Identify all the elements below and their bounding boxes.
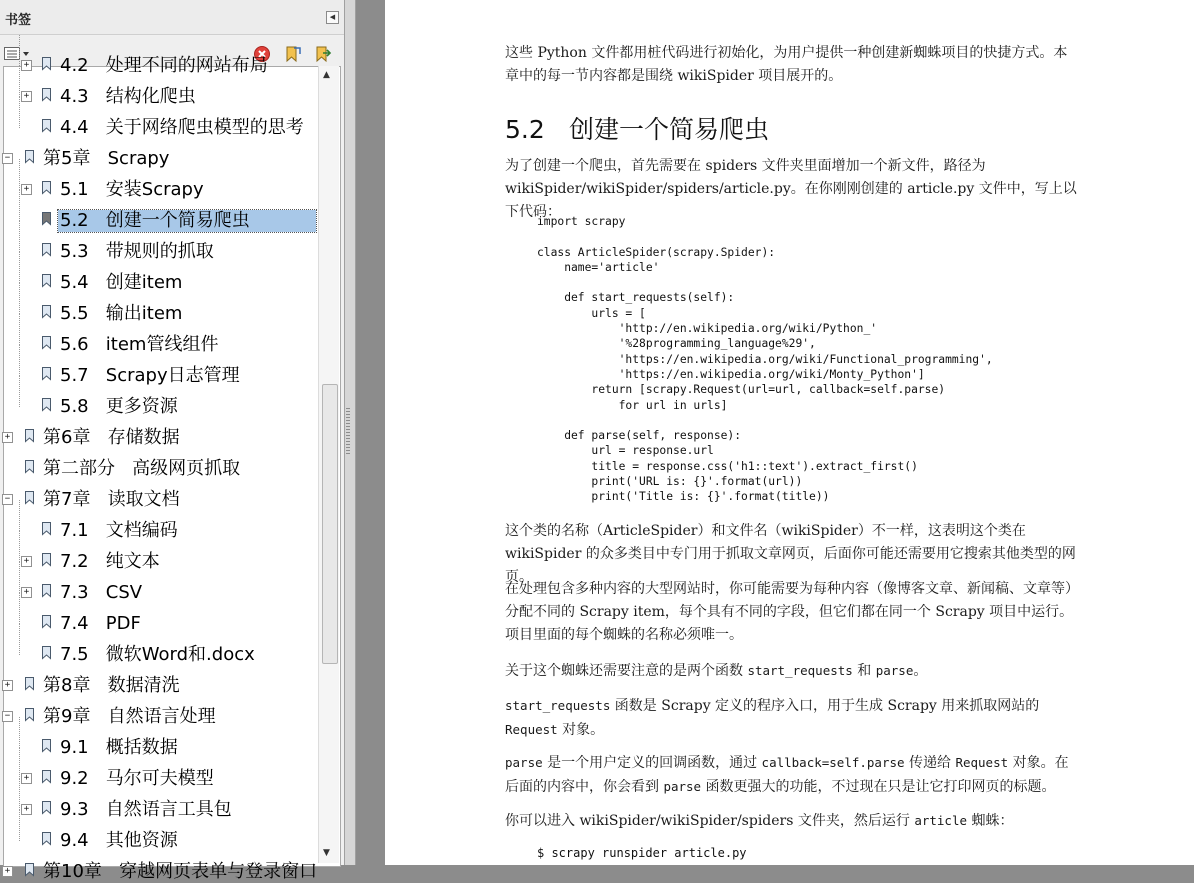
collapse-node-icon[interactable]: − [2, 711, 13, 722]
tree-guide-line [19, 97, 20, 128]
bookmark-icon [42, 584, 51, 597]
bookmark-icon [25, 863, 34, 876]
tree-guide-line [19, 314, 20, 345]
expand-node-icon[interactable]: + [2, 680, 13, 691]
paragraph-5 [505, 694, 1080, 742]
bookmark-icon [42, 398, 51, 411]
p5-code-b: Request [505, 722, 558, 737]
tree-guide-line [19, 159, 20, 190]
tree-guide-line [19, 810, 20, 841]
bookmark-icon [42, 243, 51, 256]
bookmark-label: 5.2 创建一个简易爬虫 [58, 210, 316, 232]
bookmark-label: 第8章 数据清洗 [43, 675, 180, 696]
p7-text-b: 蜘蛛： [967, 813, 1014, 829]
p4-text-b: 和 [852, 663, 876, 679]
expand-bookmark-icon[interactable] [314, 45, 332, 63]
bookmark-label: 4.4 关于网络爬虫模型的思考 [60, 117, 304, 138]
bookmarks-header [0, 0, 344, 35]
scroll-down-arrow-icon[interactable]: ▼ [323, 848, 330, 858]
bookmark-item[interactable] [58, 272, 184, 294]
bookmark-label: 9.1 概括数据 [60, 737, 178, 758]
bookmark-item[interactable] [41, 148, 171, 170]
bookmark-item[interactable] [41, 427, 182, 449]
bookmark-label: 7.5 微软Word和.docx [60, 644, 255, 665]
bookmark-item[interactable] [58, 365, 242, 387]
p6-code-b: callback=self.parse [761, 755, 905, 770]
expand-node-icon[interactable]: + [2, 432, 13, 443]
p5-text-a: 函数是 Scrapy 定义的程序入口，用于生成 Scrapy 用来抓取网站的 [610, 698, 1040, 714]
p6-code-d: parse [663, 779, 702, 794]
p6-text-b: 传递给 [904, 755, 956, 771]
command-code: $ scrapy runspider article.py [537, 846, 747, 860]
section-title: 创建一个简易爬虫 [569, 115, 770, 144]
bookmark-label: 第9章 自然语言处理 [43, 706, 216, 727]
splitter-grip-icon[interactable] [346, 408, 350, 456]
bookmark-label: 7.2 纯文本 [60, 551, 160, 572]
tree-guide-line [19, 624, 20, 655]
options-menu-icon[interactable] [4, 47, 30, 61]
bookmarks-panel [0, 0, 344, 882]
bookmark-icon [42, 212, 51, 225]
tree-guide-line [19, 779, 20, 810]
bookmark-item[interactable] [58, 210, 316, 232]
paragraph-3: 在处理包含多种内容的大型网站时，你可能需要为每种内容（像博客文章、新闻稿、文章等）分配不同的 Scrapy item，每个具有不同的字段，但它们都在同一个 Scrapy 项目中运行。项目里面的每个蜘蛛的名称必须唯一。 [505, 581, 1079, 643]
tree-guide-line [19, 66, 20, 97]
intro-paragraph: 这些 Python 文件都用桩代码进行初始化，为用户提供一种创建新蜘蛛项目的快捷方式。本章中的每一节内容都是围绕 wikiSpider 项目展开的。 [505, 45, 1068, 84]
bookmark-label: 5.1 安装Scrapy [60, 179, 204, 200]
bookmark-icon [25, 491, 34, 504]
bookmark-item[interactable] [58, 334, 220, 356]
tree-guide-line [19, 283, 20, 314]
tree-guide-line [19, 500, 20, 531]
bookmark-item[interactable] [41, 706, 218, 728]
p7-text-a: 你可以进入 wikiSpider/wikiSpider/spiders 文件夹，然后运行 [505, 813, 915, 829]
expand-node-icon[interactable]: + [21, 556, 32, 567]
bookmark-label: 7.1 文档编码 [60, 520, 178, 541]
bookmark-item[interactable] [41, 489, 182, 511]
bookmark-icon [25, 708, 34, 721]
bookmark-icon [42, 739, 51, 752]
bookmark-icon [42, 274, 51, 287]
bookmark-item[interactable] [58, 830, 180, 852]
expand-node-icon[interactable]: + [21, 60, 32, 71]
bookmark-label: 7.4 PDF [60, 613, 141, 634]
p4-text-c: 。 [913, 663, 928, 679]
bookmark-label: 5.3 带规则的抓取 [60, 241, 214, 262]
bookmark-item[interactable] [58, 582, 144, 604]
bookmark-icon [42, 522, 51, 535]
expand-node-icon[interactable]: + [21, 91, 32, 102]
p6-text-a: 是一个用户定义的回调函数，通过 [542, 755, 762, 771]
paragraph-2: 这个类的名称（ArticleSpider）和文件名（wikiSpider）不一样，这表明这个类在 wikiSpider 的众多类目中专门用于抓取文章网页，后面你可能还需要用它搜索其他类型的网页。 [505, 523, 1076, 585]
tree-guide-line [19, 531, 20, 562]
bookmark-icon [42, 770, 51, 783]
bookmark-item[interactable] [41, 458, 242, 480]
p7-code-a: article [914, 813, 968, 828]
bookmark-icon [42, 336, 51, 349]
bookmark-item[interactable] [58, 55, 270, 77]
collapse-node-icon[interactable]: − [2, 494, 13, 505]
p5-code-a: start_requests [505, 698, 611, 713]
scrollbar-thumb[interactable] [322, 384, 338, 664]
bookmark-item[interactable] [58, 396, 180, 418]
bookmark-icon [42, 801, 51, 814]
bookmark-item[interactable] [58, 551, 162, 573]
bookmark-item[interactable] [58, 520, 180, 542]
bookmark-icon [42, 553, 51, 566]
bookmark-label: 9.4 其他资源 [60, 830, 178, 851]
bookmark-icon [25, 460, 34, 473]
collapse-node-icon[interactable]: − [2, 153, 13, 164]
bookmark-icon [42, 57, 51, 70]
code-block: import scrapy class ArticleSpider(scrapy.Spider): name='article' def start_requests(self): urls = [ 'http://en.wikipedia.org/wiki/Python_' '%28programming_language%29', 'https://en.wikipedia.org/wiki/Functional_programming', 'https://en.wikipedia.org/wiki/Monty_Python'] return [scrapy.Request(url=url, callback=self.parse) for url in urls] def parse(self, response): url = response.url title = response.css('h1::text').extract_first() print('URL is: {}'.format(url)) print('Title is: {}'.format(title)) [537, 215, 993, 504]
paragraph-1: 为了创建一个爬虫，首先需要在 spiders 文件夹里面增加一个新文件，路径为 wikiSpider/wikiSpider/spiders/article.py。在你刚刚创建的 article.py 文件中，写上以下代码： [505, 158, 1077, 220]
p4-code-b: parse [875, 663, 914, 678]
bookmark-label: 9.2 马尔可夫模型 [60, 768, 214, 789]
bookmark-label: 第10章 穿越网页表单与登录窗口 [43, 861, 318, 882]
bookmark-label: 第二部分 高级网页抓取 [43, 458, 241, 479]
bookmark-label: 7.3 CSV [60, 582, 143, 603]
tree-guide-line [19, 748, 20, 779]
bookmark-item[interactable] [58, 117, 306, 139]
p6-code-a: parse [505, 755, 543, 770]
bookmark-label: 5.7 Scrapy日志管理 [60, 365, 240, 386]
bookmark-label: 5.4 创建item [60, 272, 183, 293]
bookmark-item[interactable] [58, 799, 234, 821]
section-number: 5.2 [505, 115, 545, 144]
tree-guide-line [19, 190, 20, 221]
bookmark-label: 9.3 自然语言工具包 [60, 799, 232, 820]
p6-code-c: Request [955, 755, 1009, 770]
bookmark-icon [42, 367, 51, 380]
p4-code-a: start_requests [747, 663, 853, 678]
expand-node-icon[interactable]: + [21, 184, 32, 195]
p4-text-a: 关于这个蜘蛛还需要注意的是两个函数 [505, 663, 748, 679]
tree-guide-line [19, 35, 20, 66]
bookmark-label: 第7章 读取文档 [43, 489, 180, 510]
tree-guide-line [19, 717, 20, 748]
section-heading [505, 110, 769, 146]
bookmark-icon [25, 429, 34, 442]
collapse-panel-button[interactable]: ◀ [326, 11, 339, 24]
bookmark-item[interactable] [58, 86, 198, 108]
tree-guide-line [19, 562, 20, 593]
bookmark-icon [42, 615, 51, 628]
bookmark-label: 5.5 输出item [60, 303, 183, 324]
paragraph-6 [505, 751, 1080, 799]
bookmark-label: 第5章 Scrapy [43, 148, 170, 169]
bookmark-icon [25, 150, 34, 163]
bookmark-icon [25, 677, 34, 690]
bookmark-item[interactable] [41, 675, 182, 697]
bookmark-scrollbar[interactable] [318, 66, 339, 863]
bookmark-item[interactable] [58, 768, 216, 790]
bookmark-icon [42, 646, 51, 659]
expand-node-icon[interactable]: + [2, 866, 13, 877]
p6-text-c: 对象。在后面的内容中，你会看到 [505, 755, 1069, 795]
bookmark-tree [3, 55, 341, 882]
expand-node-icon[interactable]: + [21, 804, 32, 815]
tree-guide-line [19, 252, 20, 283]
bookmark-item[interactable] [58, 644, 257, 666]
bookmarks-title: 书签 [5, 13, 32, 28]
tree-guide-line [19, 593, 20, 624]
bookmark-item[interactable] [58, 241, 216, 263]
bookmark-label: 5.8 更多资源 [60, 396, 178, 417]
bookmark-icon [42, 119, 51, 132]
new-bookmark-icon[interactable] [284, 45, 302, 63]
expand-node-icon[interactable]: + [21, 773, 32, 784]
expand-node-icon[interactable]: + [21, 587, 32, 598]
bookmark-label: 4.2 处理不同的网站布局 [60, 55, 268, 76]
bookmark-item[interactable] [58, 179, 206, 201]
tree-guide-line [19, 221, 20, 252]
bookmark-label: 5.6 item管线组件 [60, 334, 219, 355]
bookmark-icon [42, 305, 51, 318]
bookmark-label: 4.3 结构化爬虫 [60, 86, 196, 107]
bookmark-icon [42, 832, 51, 845]
tree-guide-line [19, 345, 20, 376]
scroll-up-arrow-icon[interactable]: ▲ [323, 70, 330, 80]
bookmark-label: 第6章 存储数据 [43, 427, 180, 448]
p6-text-d: 函数更强大的功能，不过现在只是让它打印网页的标题。 [701, 779, 1056, 795]
bookmark-item[interactable] [58, 303, 184, 325]
p5-text-b: 对象。 [557, 722, 605, 738]
bookmark-icon [42, 181, 51, 194]
bookmark-icon [42, 88, 51, 101]
paragraph-7 [505, 809, 1080, 833]
bookmark-item[interactable] [58, 613, 143, 635]
paragraph-4 [505, 659, 1080, 683]
bookmark-item[interactable] [41, 861, 319, 883]
document-page [385, 0, 1194, 865]
bookmark-item[interactable] [58, 737, 180, 759]
tree-guide-line [19, 376, 20, 407]
